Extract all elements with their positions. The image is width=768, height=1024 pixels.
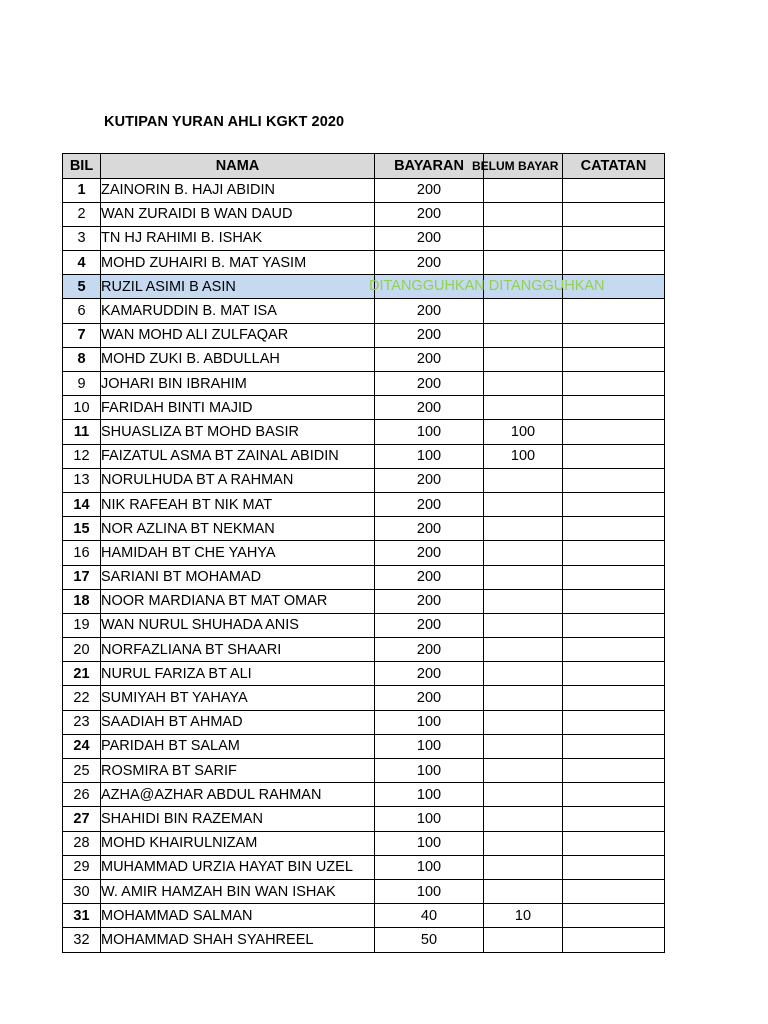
cell-bayaran: 200 (375, 638, 484, 662)
cell-bil: 27 (63, 807, 101, 831)
cell-nama: SHUASLIZA BT MOHD BASIR (101, 420, 375, 444)
cell-nama: NIK RAFEAH BT NIK MAT (101, 492, 375, 516)
table-row (63, 904, 665, 928)
cell-bil: 30 (63, 879, 101, 903)
cell-catatan (563, 710, 665, 734)
cell-nama: SARIANI BT MOHAMAD (101, 565, 375, 589)
cell-bil: 15 (63, 517, 101, 541)
cell-bayaran: 200 (375, 492, 484, 516)
cell-bayaran: 100 (375, 807, 484, 831)
cell-bil: 14 (63, 492, 101, 516)
cell-bil: 25 (63, 759, 101, 783)
cell-nama: ZAINORIN B. HAJI ABIDIN (101, 178, 375, 202)
cell-bil: 19 (63, 613, 101, 637)
column-header-bil: BIL (63, 154, 101, 179)
cell-belum-bayar (484, 710, 563, 734)
cell-belum-bayar (484, 662, 563, 686)
cell-nama: NORULHUDA BT A RAHMAN (101, 468, 375, 492)
column-header-belum-bayar (472, 154, 563, 179)
cell-belum-bayar (484, 831, 563, 855)
table-row (63, 468, 665, 492)
cell-bayaran: 40 (375, 904, 484, 928)
column-header-bayaran: BAYARAN (375, 154, 484, 179)
cell-bil: 26 (63, 783, 101, 807)
cell-belum-bayar (484, 686, 563, 710)
cell-catatan (563, 638, 665, 662)
cell-catatan (563, 928, 665, 952)
cell-belum-bayar (484, 928, 563, 952)
table-row (63, 420, 665, 444)
cell-catatan (563, 589, 665, 613)
cell-bayaran: 100 (375, 855, 484, 879)
table-row (63, 783, 665, 807)
cell-catatan (563, 613, 665, 637)
cell-catatan (563, 734, 665, 758)
cell-bil: 21 (63, 662, 101, 686)
cell-bil: 1 (63, 178, 101, 202)
cell-bayaran: 200 (375, 251, 484, 275)
cell-nama: KAMARUDDIN B. MAT ISA (101, 299, 375, 323)
cell-belum-bayar (484, 734, 563, 758)
cell-bayaran: 200 (375, 686, 484, 710)
cell-bayaran: 100 (375, 420, 484, 444)
cell-catatan (563, 686, 665, 710)
cell-nama: WAN ZURAIDI B WAN DAUD (101, 202, 375, 226)
cell-catatan (563, 251, 665, 275)
cell-bayaran: 200 (375, 565, 484, 589)
cell-catatan (563, 783, 665, 807)
table-row (63, 541, 665, 565)
column-header-belum-bayar-label: BELUM BAYAR (472, 158, 559, 173)
table-row (63, 686, 665, 710)
cell-bayaran: 200 (375, 662, 484, 686)
table-row (63, 202, 665, 226)
cell-catatan (563, 396, 665, 420)
cell-belum-bayar (484, 783, 563, 807)
cell-belum-bayar (484, 347, 563, 371)
cell-catatan (563, 662, 665, 686)
cell-belum-bayar (484, 807, 563, 831)
table-row (63, 492, 665, 516)
status-note: DITANGGUHKAN DITANGGUHKAN (369, 278, 605, 295)
cell-catatan (563, 226, 665, 250)
cell-catatan (563, 323, 665, 347)
cell-bayaran: 200 (375, 323, 484, 347)
cell-nama: MOHD ZUHAIRI B. MAT YASIM (101, 251, 375, 275)
cell-catatan (563, 347, 665, 371)
cell-nama: JOHARI BIN IBRAHIM (101, 372, 375, 396)
cell-bayaran: 200 (375, 396, 484, 420)
cell-bil: 20 (63, 638, 101, 662)
cell-bayaran: 50 (375, 928, 484, 952)
cell-catatan (563, 299, 665, 323)
cell-belum-bayar (484, 372, 563, 396)
page-title: KUTIPAN YURAN AHLI KGKT 2020 (104, 114, 345, 130)
cell-bil: 13 (63, 468, 101, 492)
cell-bil: 31 (63, 904, 101, 928)
table-row (63, 855, 665, 879)
table-row (63, 710, 665, 734)
cell-nama: MOHAMMAD SALMAN (101, 904, 375, 928)
cell-bil: 10 (63, 396, 101, 420)
table-row (63, 928, 665, 952)
cell-nama: NURUL FARIZA BT ALI (101, 662, 375, 686)
cell-bil: 12 (63, 444, 101, 468)
cell-catatan (563, 904, 665, 928)
table-row (63, 347, 665, 371)
table-row (63, 444, 665, 468)
cell-bayaran: 200 (375, 226, 484, 250)
cell-bil: 23 (63, 710, 101, 734)
cell-nama: HAMIDAH BT CHE YAHYA (101, 541, 375, 565)
cell-bil: 16 (63, 541, 101, 565)
cell-nama: SUMIYAH BT YAHAYA (101, 686, 375, 710)
table-row (63, 251, 665, 275)
cell-belum-bayar (484, 759, 563, 783)
table-header-row (63, 154, 665, 179)
cell-catatan (563, 759, 665, 783)
cell-belum-bayar (484, 468, 563, 492)
table-row (63, 275, 665, 299)
cell-catatan (563, 420, 665, 444)
cell-bil: 6 (63, 299, 101, 323)
cell-belum-bayar: 100 (484, 444, 563, 468)
cell-bil: 18 (63, 589, 101, 613)
table-row (63, 734, 665, 758)
cell-bil: 2 (63, 202, 101, 226)
table-row (63, 807, 665, 831)
cell-bayaran: 200 (375, 299, 484, 323)
cell-belum-bayar (484, 638, 563, 662)
cell-catatan (563, 541, 665, 565)
cell-bayaran: 200 (375, 347, 484, 371)
table-row (63, 178, 665, 202)
cell-catatan (563, 468, 665, 492)
cell-nama: AZHA@AZHAR ABDUL RAHMAN (101, 783, 375, 807)
cell-belum-bayar (484, 299, 563, 323)
cell-nama: NORFAZLIANA BT SHAARI (101, 638, 375, 662)
cell-bayaran: 100 (375, 444, 484, 468)
cell-nama: NOOR MARDIANA BT MAT OMAR (101, 589, 375, 613)
table-row (63, 638, 665, 662)
table-row (63, 396, 665, 420)
cell-belum-bayar (484, 613, 563, 637)
table-row (63, 589, 665, 613)
cell-bayaran: 200 (375, 517, 484, 541)
cell-belum-bayar (484, 323, 563, 347)
cell-bil: 3 (63, 226, 101, 250)
cell-bayaran: 200 (375, 468, 484, 492)
cell-catatan (563, 178, 665, 202)
cell-bil: 5 (63, 275, 101, 299)
cell-nama: TN HJ RAHIMI B. ISHAK (101, 226, 375, 250)
cell-belum-bayar (484, 855, 563, 879)
cell-nama: WAN MOHD ALI ZULFAQAR (101, 323, 375, 347)
cell-bayaran: 100 (375, 831, 484, 855)
fee-collection-table (62, 153, 665, 953)
cell-bil: 9 (63, 372, 101, 396)
cell-belum-bayar: 10 (484, 904, 563, 928)
cell-bayaran: 100 (375, 710, 484, 734)
table-row (63, 372, 665, 396)
table-body (63, 178, 665, 952)
cell-bil: 32 (63, 928, 101, 952)
column-header-nama: NAMA (101, 154, 375, 179)
cell-nama: SAADIAH BT AHMAD (101, 710, 375, 734)
cell-nama: RUZIL ASIMI B ASIN (101, 275, 375, 299)
table-row (63, 831, 665, 855)
cell-bil: 29 (63, 855, 101, 879)
cell-bil: 24 (63, 734, 101, 758)
cell-belum-bayar (484, 202, 563, 226)
cell-belum-bayar (484, 565, 563, 589)
cell-bayaran: 100 (375, 783, 484, 807)
cell-nama: W. AMIR HAMZAH BIN WAN ISHAK (101, 879, 375, 903)
table-row (63, 517, 665, 541)
cell-bayaran: 200 (375, 613, 484, 637)
cell-catatan (563, 831, 665, 855)
cell-nama: NOR AZLINA BT NEKMAN (101, 517, 375, 541)
cell-bayaran: 200 (375, 372, 484, 396)
cell-nama: MOHAMMAD SHAH SYAHREEL (101, 928, 375, 952)
table-row (63, 662, 665, 686)
cell-catatan (563, 202, 665, 226)
cell-belum-bayar (484, 589, 563, 613)
cell-catatan (563, 517, 665, 541)
cell-bayaran: 100 (375, 759, 484, 783)
cell-bil: 7 (63, 323, 101, 347)
cell-belum-bayar (484, 396, 563, 420)
cell-belum-bayar (484, 492, 563, 516)
cell-catatan (563, 372, 665, 396)
cell-belum-bayar (484, 178, 563, 202)
table-row (63, 565, 665, 589)
column-header-catatan: CATATAN (563, 154, 665, 179)
cell-nama: FARIDAH BINTI MAJID (101, 396, 375, 420)
cell-bayaran: 100 (375, 734, 484, 758)
cell-bil: 11 (63, 420, 101, 444)
cell-bayaran: 200 (375, 178, 484, 202)
cell-catatan (563, 807, 665, 831)
cell-bayaran: 100 (375, 879, 484, 903)
cell-bayaran: 200 (375, 589, 484, 613)
cell-bayaran: 200 (375, 202, 484, 226)
cell-nama: MOHD ZUKI B. ABDULLAH (101, 347, 375, 371)
cell-belum-bayar (484, 251, 563, 275)
cell-nama: FAIZATUL ASMA BT ZAINAL ABIDIN (101, 444, 375, 468)
cell-catatan (563, 444, 665, 468)
table-row (63, 613, 665, 637)
cell-nama: ROSMIRA BT SARIF (101, 759, 375, 783)
cell-nama: PARIDAH BT SALAM (101, 734, 375, 758)
cell-belum-bayar: 100 (484, 420, 563, 444)
cell-catatan (563, 855, 665, 879)
cell-catatan (563, 879, 665, 903)
table-row (63, 759, 665, 783)
cell-belum-bayar (484, 517, 563, 541)
cell-belum-bayar (484, 226, 563, 250)
cell-belum-bayar (484, 541, 563, 565)
cell-nama: MOHD KHAIRULNIZAM (101, 831, 375, 855)
cell-catatan (563, 492, 665, 516)
cell-nama: SHAHIDI BIN RAZEMAN (101, 807, 375, 831)
cell-catatan (563, 565, 665, 589)
cell-belum-bayar (484, 879, 563, 903)
table-row (63, 323, 665, 347)
table-row (63, 226, 665, 250)
cell-bil: 22 (63, 686, 101, 710)
cell-bil: 17 (63, 565, 101, 589)
table-row (63, 299, 665, 323)
cell-bayaran (369, 275, 605, 299)
cell-bil: 4 (63, 251, 101, 275)
table-row (63, 879, 665, 903)
cell-bil: 8 (63, 347, 101, 371)
cell-nama: MUHAMMAD URZIA HAYAT BIN UZEL (101, 855, 375, 879)
cell-bayaran: 200 (375, 541, 484, 565)
cell-bil: 28 (63, 831, 101, 855)
cell-nama: WAN NURUL SHUHADA ANIS (101, 613, 375, 637)
